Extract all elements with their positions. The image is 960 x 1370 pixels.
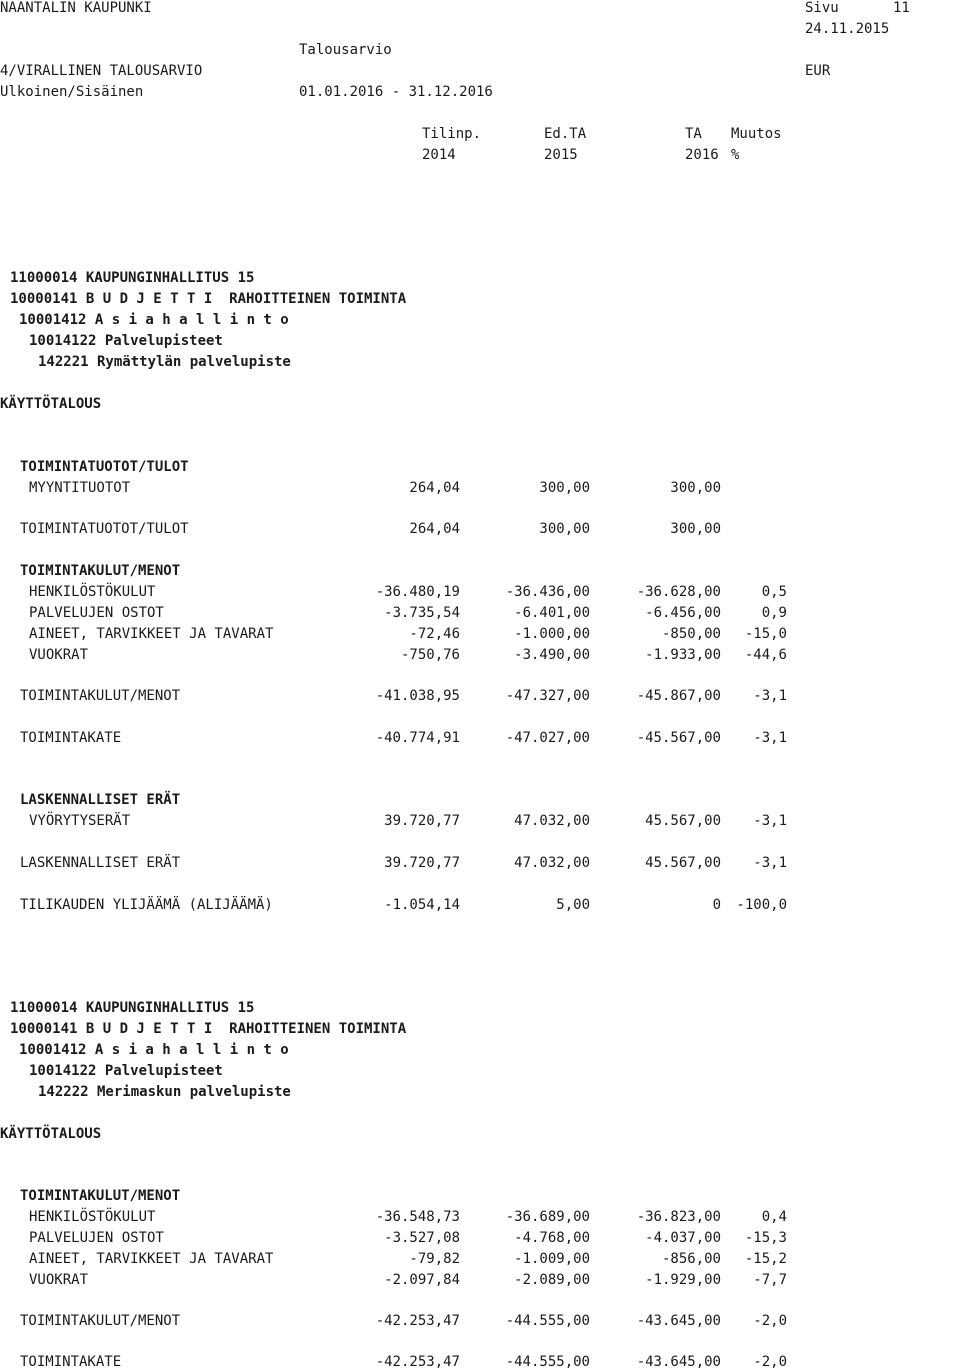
row-label: HENKILÖSTÖKULUT: [29, 1209, 156, 1225]
value-budget: -6.456,00: [645, 605, 721, 621]
page-number: 11: [893, 0, 910, 16]
income-heading: TOIMINTATUOTOT/TULOT: [20, 459, 189, 475]
value-actual: 264,04: [409, 480, 460, 496]
value-budget: 300,00: [670, 521, 721, 537]
value-prev-budget: -47.027,00: [505, 730, 590, 746]
value-actual: -72,46: [409, 626, 460, 642]
currency: EUR: [805, 63, 831, 79]
value-prev-budget: -1.000,00: [514, 626, 590, 642]
row-label: AINEET, TARVIKKEET JA TAVARAT: [29, 626, 274, 642]
value-prev-budget: 300,00: [539, 521, 590, 537]
org-level-3: 10001412 A s i a h a l l i n t o: [19, 312, 289, 328]
value-change-pct: -3,1: [753, 855, 787, 871]
row-label: TOIMINTAKULUT/MENOT: [20, 688, 181, 704]
row-label: PALVELUJEN OSTOT: [29, 1230, 164, 1246]
row-label: TOIMINTAKULUT/MENOT: [20, 1313, 181, 1329]
value-actual: -36.480,19: [375, 584, 460, 600]
value-actual: -750,76: [400, 647, 460, 663]
value-actual: -42.253,47: [375, 1354, 460, 1370]
value-actual: -79,82: [409, 1251, 460, 1267]
column-header-prev-budget: Ed.TA: [544, 126, 587, 142]
column-percent: %: [731, 147, 740, 163]
value-budget: 0: [712, 897, 721, 913]
row-label: HENKILÖSTÖKULUT: [29, 584, 156, 600]
value-change-pct: -15,3: [744, 1230, 787, 1246]
value-prev-budget: -1.009,00: [514, 1251, 590, 1267]
value-prev-budget: -44.555,00: [505, 1354, 590, 1370]
value-prev-budget: -2.089,00: [514, 1272, 590, 1288]
value-actual: -41.038,95: [375, 688, 460, 704]
value-prev-budget: -6.401,00: [514, 605, 590, 621]
statement-heading: KÄYTTÖTALOUS: [0, 1126, 102, 1142]
column-year-prev-budget: 2015: [544, 147, 578, 163]
column-header-actual: Tilinp.: [422, 126, 482, 142]
value-budget: -45.567,00: [636, 730, 721, 746]
value-prev-budget: -36.436,00: [505, 584, 590, 600]
value-budget: -36.628,00: [636, 584, 721, 600]
value-change-pct: -3,1: [753, 813, 787, 829]
page-label: Sivu: [805, 0, 839, 16]
column-year-budget: 2016: [685, 147, 719, 163]
period: 01.01.2016 - 31.12.2016: [299, 84, 493, 100]
value-actual: 39.720,77: [384, 855, 460, 871]
value-budget: -4.037,00: [645, 1230, 721, 1246]
value-prev-budget: 47.032,00: [514, 813, 590, 829]
org-level-4: 10014122 Palvelupisteet: [29, 1063, 223, 1079]
value-actual: -42.253,47: [375, 1313, 460, 1329]
value-budget: -1.933,00: [645, 647, 721, 663]
value-budget: -43.645,00: [636, 1313, 721, 1329]
row-label: VUOKRAT: [29, 1272, 89, 1288]
org-level-1: 11000014 KAUPUNGINHALLITUS 15: [10, 1000, 255, 1016]
report-title: Talousarvio: [299, 42, 392, 58]
value-change-pct: -44,6: [744, 647, 787, 663]
value-change-pct: -15,2: [744, 1251, 787, 1267]
row-label: VUOKRAT: [29, 647, 89, 663]
budget-name: 4/VIRALLINEN TALOUSARVIO: [0, 63, 203, 79]
value-budget: -36.823,00: [636, 1209, 721, 1225]
report-date: 24.11.2015: [805, 21, 890, 37]
value-actual: -1.054,14: [384, 897, 460, 913]
expense-heading: TOIMINTAKULUT/MENOT: [20, 563, 181, 579]
value-prev-budget: 300,00: [539, 480, 590, 496]
column-header-budget: TA: [685, 126, 702, 142]
value-prev-budget: -44.555,00: [505, 1313, 590, 1329]
org-level-2: 10000141 B U D J E T T I RAHOITTEINEN TOIMINTA: [10, 291, 407, 307]
expense-heading: TOIMINTAKULUT/MENOT: [20, 1188, 181, 1204]
org-level-5: 142221 Rymättylän palvelupiste: [38, 354, 291, 370]
value-change-pct: 0,4: [761, 1209, 787, 1225]
row-label: AINEET, TARVIKKEET JA TAVARAT: [29, 1251, 274, 1267]
row-label: VYÖRYTYSERÄT: [29, 813, 131, 829]
municipality-name: NAANTALIN KAUPUNKI: [0, 0, 152, 16]
value-actual: -3.527,08: [384, 1230, 460, 1246]
value-prev-budget: -4.768,00: [514, 1230, 590, 1246]
value-budget: -45.867,00: [636, 688, 721, 704]
value-budget: 45.567,00: [645, 855, 721, 871]
value-budget: -856,00: [661, 1251, 721, 1267]
statement-heading: KÄYTTÖTALOUS: [0, 396, 102, 412]
row-label: TILIKAUDEN YLIJÄÄMÄ (ALIJÄÄMÄ): [20, 897, 273, 913]
value-prev-budget: -47.327,00: [505, 688, 590, 704]
value-actual: -3.735,54: [384, 605, 460, 621]
value-prev-budget: -3.490,00: [514, 647, 590, 663]
value-prev-budget: -36.689,00: [505, 1209, 590, 1225]
value-change-pct: -15,0: [744, 626, 787, 642]
org-level-5: 142222 Merimaskun palvelupiste: [38, 1084, 291, 1100]
row-label: PALVELUJEN OSTOT: [29, 605, 164, 621]
calc-heading: LASKENNALLISET ERÄT: [20, 792, 181, 808]
column-year-actual: 2014: [422, 147, 456, 163]
row-label: MYYNTITUOTOT: [29, 480, 131, 496]
org-level-2: 10000141 B U D J E T T I RAHOITTEINEN TOIMINTA: [10, 1021, 407, 1037]
value-actual: 39.720,77: [384, 813, 460, 829]
row-label: LASKENNALLISET ERÄT: [20, 855, 181, 871]
value-change-pct: -2,0: [753, 1313, 787, 1329]
column-header-change: Muutos: [731, 126, 782, 142]
value-change-pct: 0,5: [761, 584, 787, 600]
value-actual: 264,04: [409, 521, 460, 537]
value-budget: -43.645,00: [636, 1354, 721, 1370]
value-change-pct: -7,7: [753, 1272, 787, 1288]
row-label: TOIMINTAKATE: [20, 730, 122, 746]
row-label: TOIMINTATUOTOT/TULOT: [20, 521, 189, 537]
org-level-1: 11000014 KAUPUNGINHALLITUS 15: [10, 270, 255, 286]
org-level-3: 10001412 A s i a h a l l i n t o: [19, 1042, 289, 1058]
org-level-4: 10014122 Palvelupisteet: [29, 333, 223, 349]
value-change-pct: -3,1: [753, 730, 787, 746]
row-label: TOIMINTAKATE: [20, 1354, 122, 1370]
value-actual: -40.774,91: [375, 730, 460, 746]
scope: Ulkoinen/Sisäinen: [0, 84, 144, 100]
value-change-pct: -3,1: [753, 688, 787, 704]
value-prev-budget: 47.032,00: [514, 855, 590, 871]
value-actual: -2.097,84: [384, 1272, 460, 1288]
value-budget: 300,00: [670, 480, 721, 496]
value-change-pct: -100,0: [736, 897, 787, 913]
value-budget: -1.929,00: [645, 1272, 721, 1288]
value-budget: -850,00: [661, 626, 721, 642]
value-change-pct: -2,0: [753, 1354, 787, 1370]
value-change-pct: 0,9: [761, 605, 787, 621]
value-budget: 45.567,00: [645, 813, 721, 829]
value-prev-budget: 5,00: [556, 897, 590, 913]
value-actual: -36.548,73: [375, 1209, 460, 1225]
